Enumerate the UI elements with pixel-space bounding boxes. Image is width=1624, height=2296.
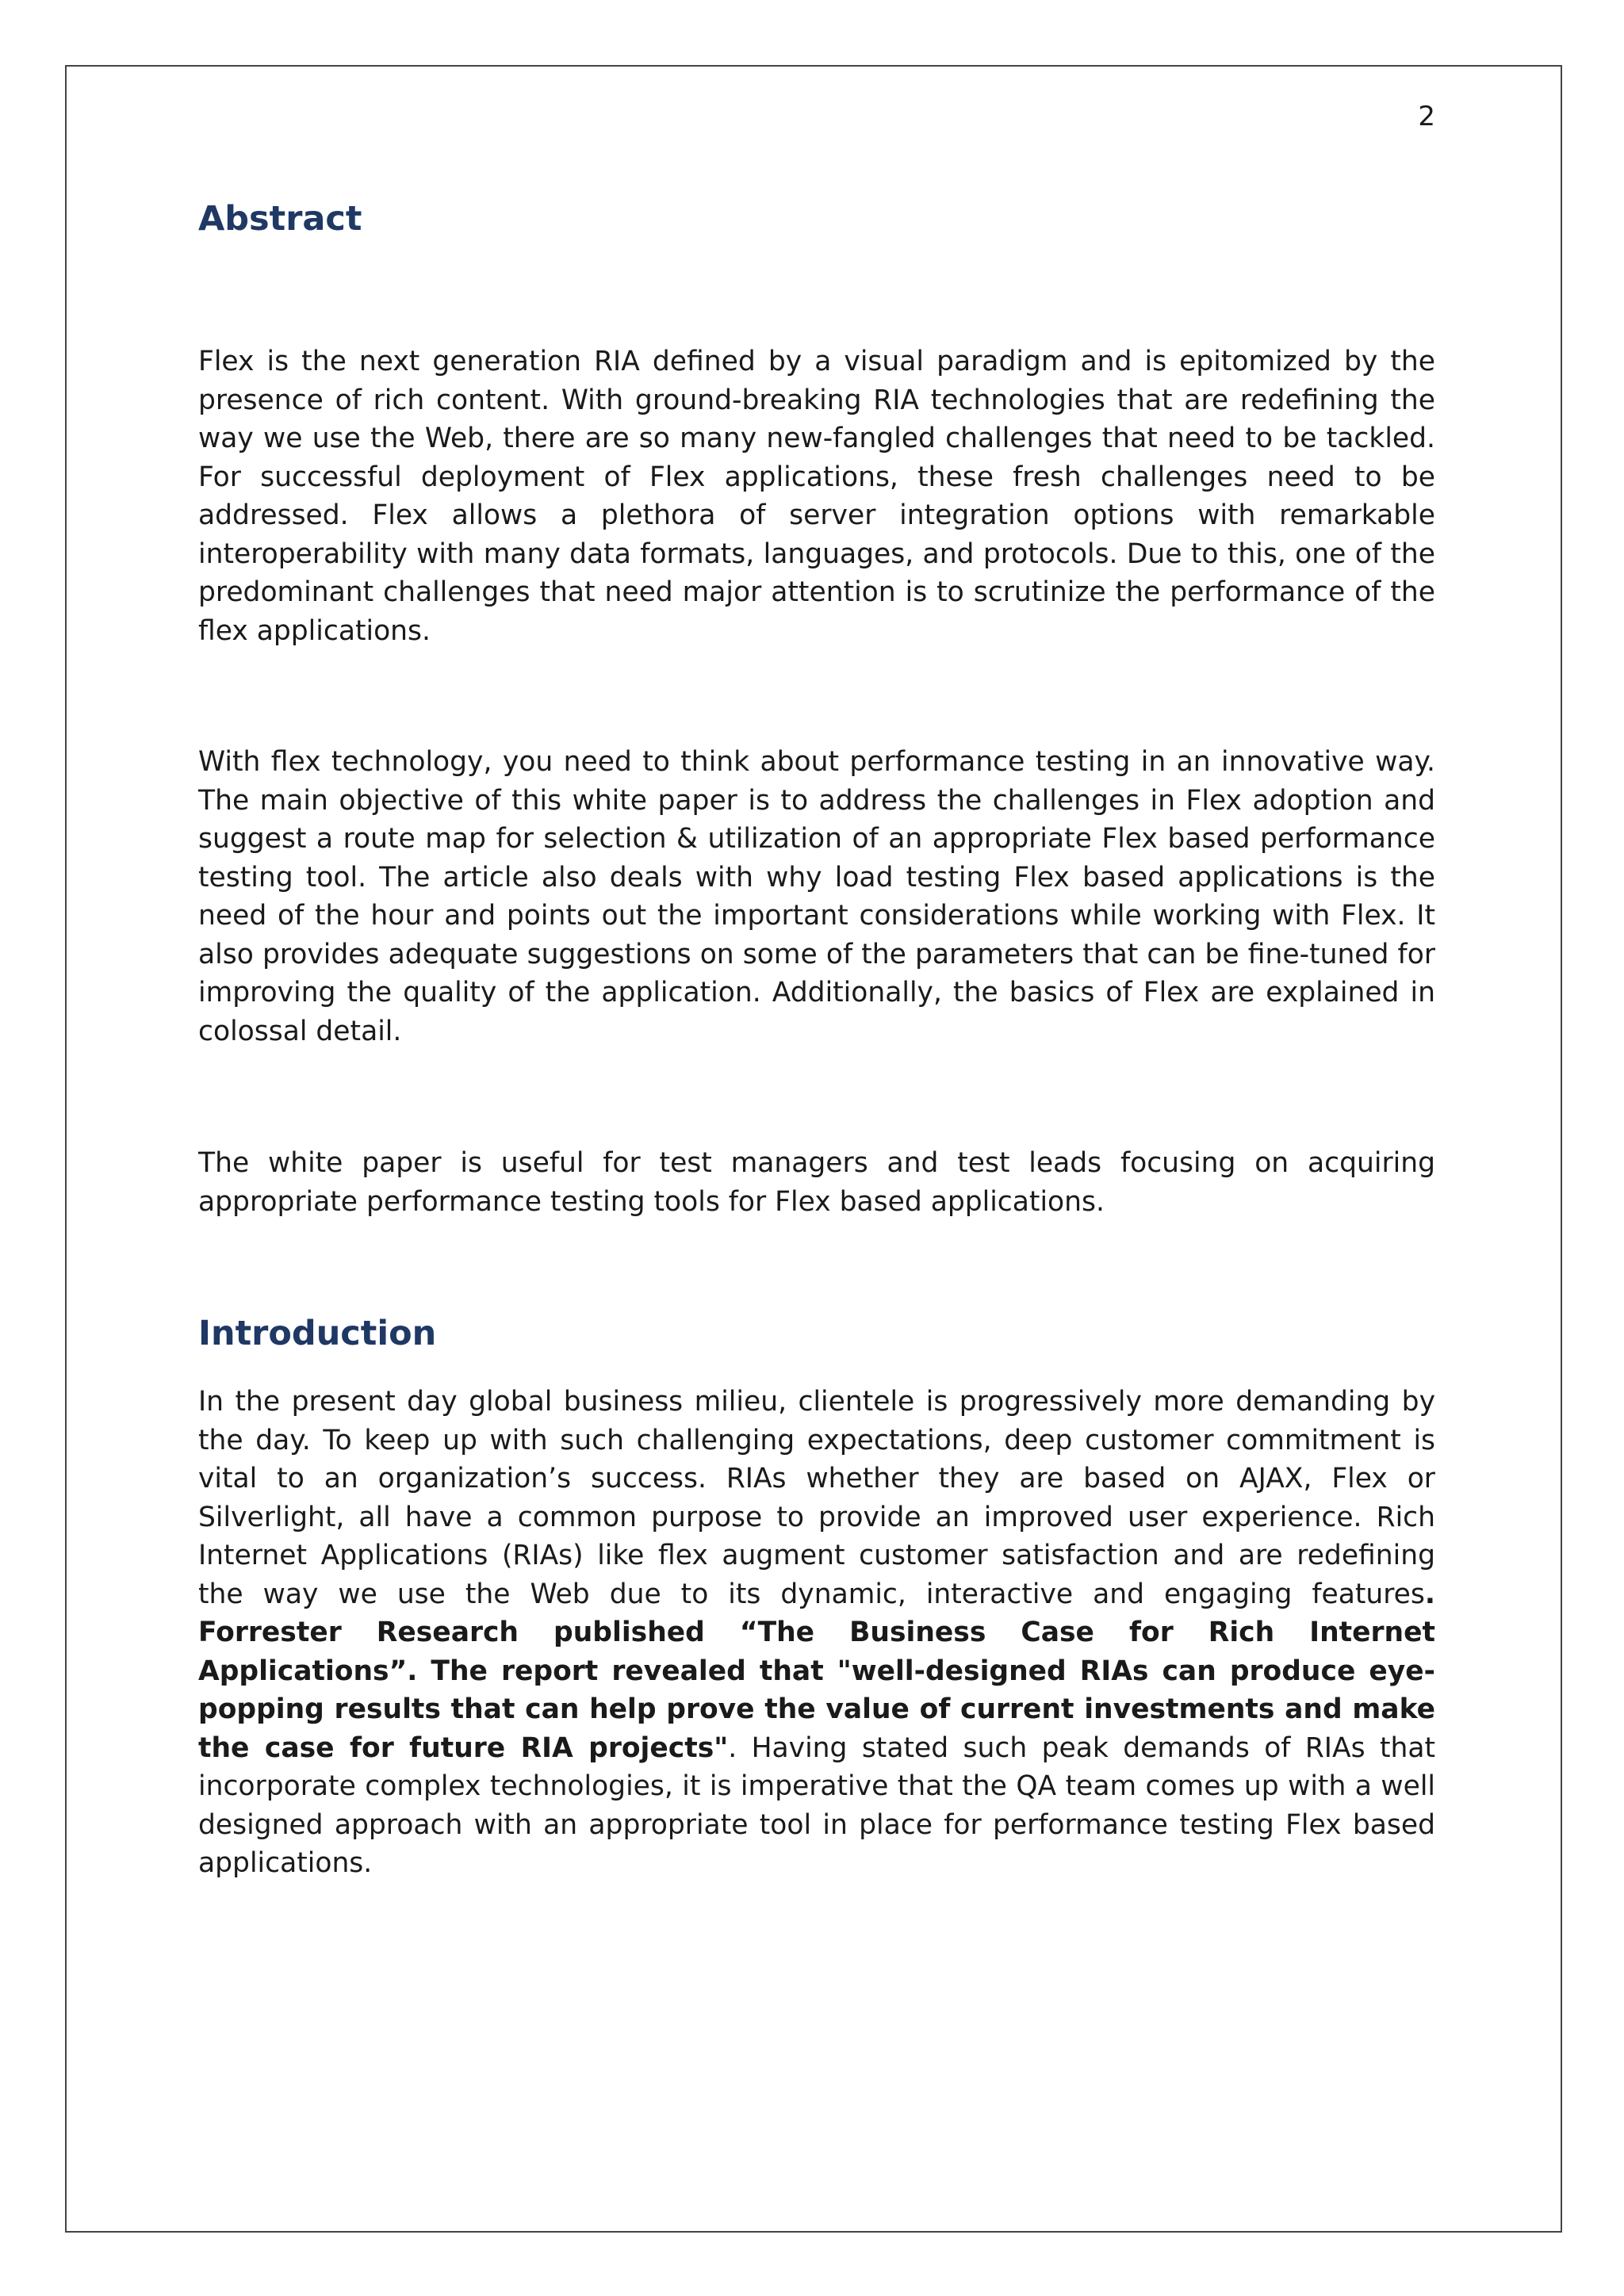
abstract-heading: Abstract <box>198 199 362 239</box>
abstract-paragraph-3: The white paper is useful for test managers and test leads focusing on acquiring appropriate performance testing tools for Flex based applications. <box>198 1147 1435 1218</box>
introduction-paragraph-1 <box>198 1383 1435 1883</box>
page-number: 2 <box>1418 101 1435 132</box>
introduction-heading: Introduction <box>198 1314 437 1353</box>
intro-text-part-2: . Having stated such peak demands of RIAs that incorporate complex technologies, it is imperative that the QA team comes up with a well designed approach with an appropriate tool in place for performance testing Flex based applications. <box>198 1732 1436 1879</box>
intro-text-part-1: In the present day global business milieu, clientele is progressively more demanding by the day. To keep up with such challenging expectations, deep customer commitment is vital to an organization’s success. RIAs whether they are based on AJAX, Flex or Silverlight, all have a common purpose to provide an improved user experience. Rich Internet Applications (RIAs) like flex augment customer satisfaction and are redefining the way we use the Web due to its dynamic, interactive and engaging features <box>198 1386 1435 1610</box>
intro-text-bold-quote: . Forrester Research published “The Business Case for Rich Internet Applications”. The report revealed that "well-designed RIAs can produce eye-popping results that can help prove the value of current investments and make the case for future RIA projects" <box>198 1578 1435 1764</box>
abstract-paragraph-2: With flex technology, you need to think about performance testing in an innovative way. The main objective of this white paper is to address the challenges in Flex adoption and suggest a route map for selection & utilization of an appropriate Flex based performance testing tool. The article also deals with why load testing Flex based applications is the need of the hour and points out the important considerations while working with Flex. It also provides adequate suggestions on some of the parameters that can be fine-tuned for improving the quality of the application. Additionally, the basics of Flex are explained in colossal detail. <box>198 746 1435 1047</box>
abstract-paragraph-1: Flex is the next generation RIA defined by a visual paradigm and is epitomized by the presence of rich content. With ground-breaking RIA technologies that are redefining the way we use the Web, there are so many new-fangled challenges that need to be tackled. For successful deployment of Flex applications, these fresh challenges need to be addressed. Flex allows a plethora of server integration options with remarkable interoperability with many data formats, languages, and protocols. Due to this, one of the predominant challenges that need major attention is to scrutinize the performance of the flex applications. <box>198 346 1435 647</box>
